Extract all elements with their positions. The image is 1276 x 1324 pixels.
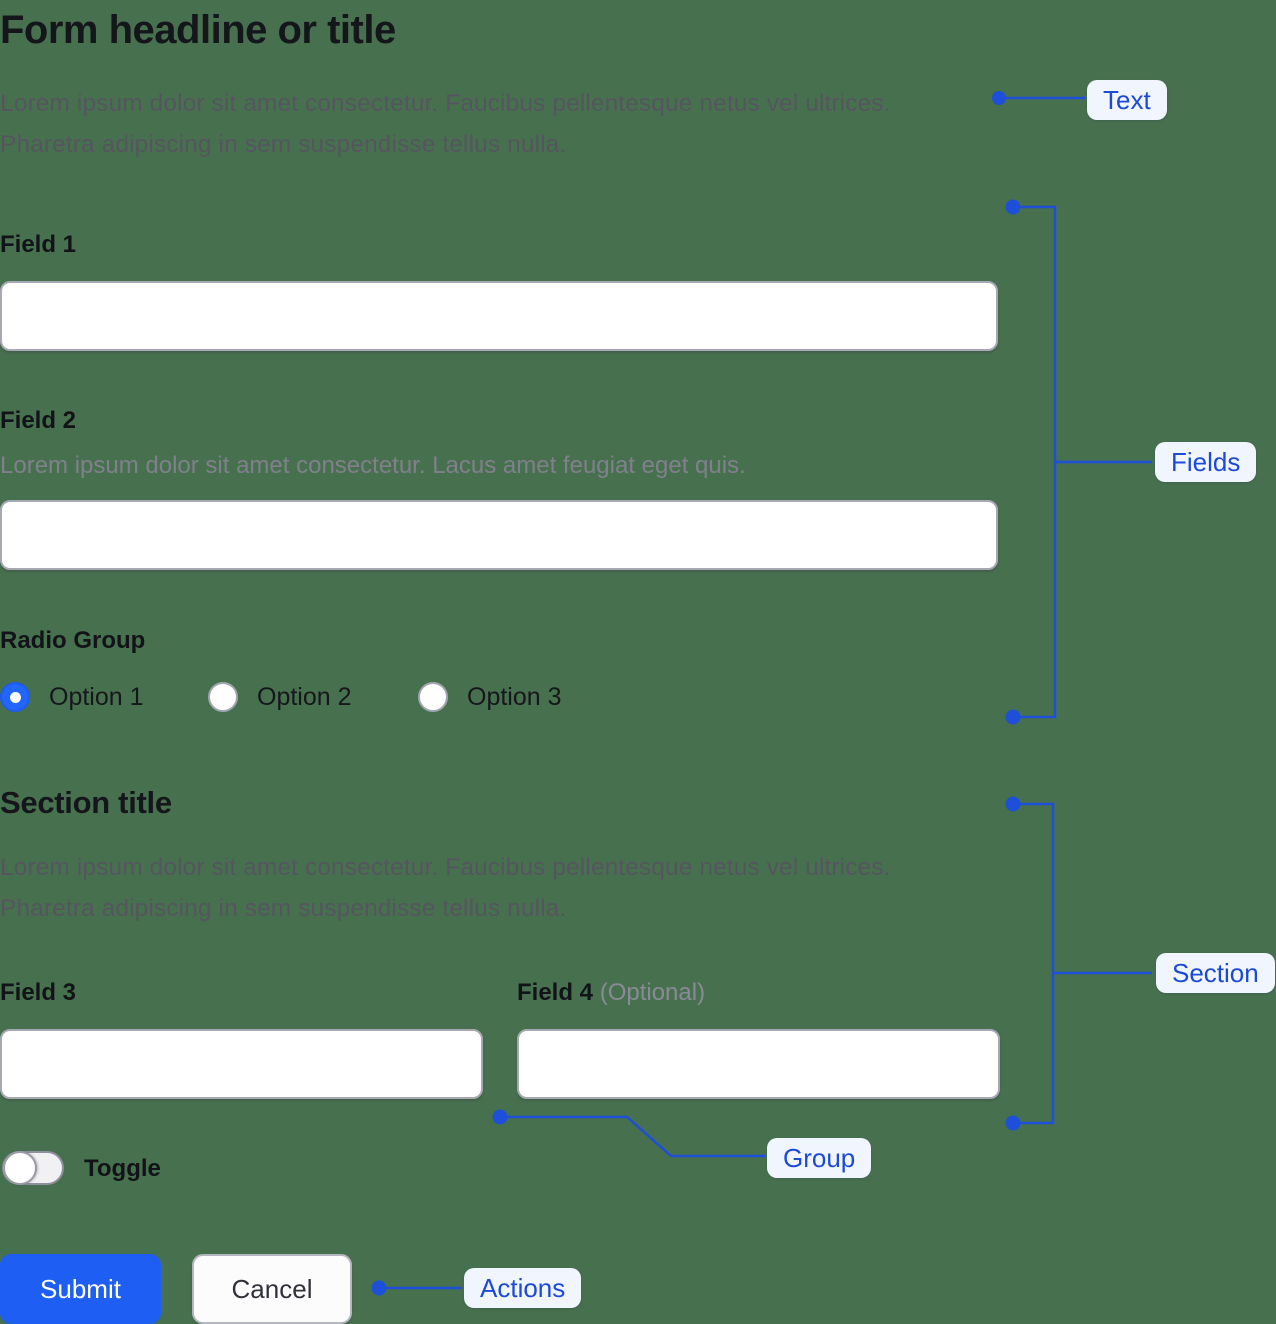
annotation-chip-section: Section bbox=[1156, 953, 1275, 993]
field2-label: Field 2 bbox=[0, 407, 77, 434]
radio-group-label: Radio Group bbox=[0, 627, 146, 654]
cancel-button[interactable]: Cancel bbox=[192, 1254, 352, 1324]
radio-option-3[interactable] bbox=[418, 682, 562, 712]
field4-label-text: Field 4 bbox=[517, 979, 594, 1006]
field4-optional-hint: (Optional) bbox=[599, 979, 706, 1006]
toggle-knob[interactable] bbox=[3, 1151, 37, 1185]
radio-option-label: Option 1 bbox=[49, 683, 144, 711]
annotation-chip-fields: Fields bbox=[1155, 442, 1256, 482]
form-description: Lorem ipsum dolor sit amet consectetur. Faucibus pellentesque netus vel ultrices. Pharetra adipiscing in sem suspendisse tellus nulla. bbox=[0, 90, 891, 158]
section-bottom-anchor-dot bbox=[1006, 1116, 1021, 1131]
radio-button-icon[interactable] bbox=[418, 682, 448, 712]
radio-option-label: Option 2 bbox=[257, 683, 352, 711]
actions-anchor-dot bbox=[372, 1281, 387, 1296]
form-headline: Form headline or title bbox=[0, 8, 396, 52]
fields-bottom-anchor-dot bbox=[1006, 710, 1021, 725]
radio-option-label: Option 3 bbox=[467, 683, 562, 711]
field4-label bbox=[517, 978, 705, 1008]
field4-input[interactable] bbox=[517, 1029, 1000, 1099]
section-top-anchor-dot bbox=[1006, 797, 1021, 812]
field2-helper-text: Lorem ipsum dolor sit amet consectetur. Lacus amet feugiat eget quis. bbox=[0, 452, 746, 479]
annotation-chip-group: Group bbox=[767, 1138, 871, 1178]
field2-input[interactable] bbox=[0, 500, 998, 570]
section-title: Section title bbox=[0, 785, 172, 820]
toggle-label: Toggle bbox=[84, 1155, 161, 1182]
radio-option-2[interactable] bbox=[208, 682, 352, 712]
annotation-chip-text: Text bbox=[1087, 80, 1167, 120]
annotation-chip-actions: Actions bbox=[464, 1268, 581, 1308]
field3-label: Field 3 bbox=[0, 979, 77, 1006]
field3-input[interactable] bbox=[0, 1029, 483, 1099]
toggle-switch[interactable] bbox=[2, 1151, 64, 1185]
radio-option-1[interactable] bbox=[0, 682, 144, 712]
radio-button-icon[interactable] bbox=[208, 682, 238, 712]
fields-top-anchor-dot bbox=[1006, 200, 1021, 215]
group-anchor-dot bbox=[493, 1110, 508, 1125]
field1-label: Field 1 bbox=[0, 231, 77, 258]
submit-button[interactable]: Submit bbox=[0, 1254, 161, 1324]
section-description: Lorem ipsum dolor sit amet consectetur. Faucibus pellentesque netus vel ultrices. Pharetra adipiscing in sem suspendisse tellus nulla. bbox=[0, 854, 891, 922]
field1-input[interactable] bbox=[0, 281, 998, 351]
text-anchor-dot bbox=[992, 91, 1006, 105]
radio-button-icon[interactable] bbox=[0, 682, 30, 712]
